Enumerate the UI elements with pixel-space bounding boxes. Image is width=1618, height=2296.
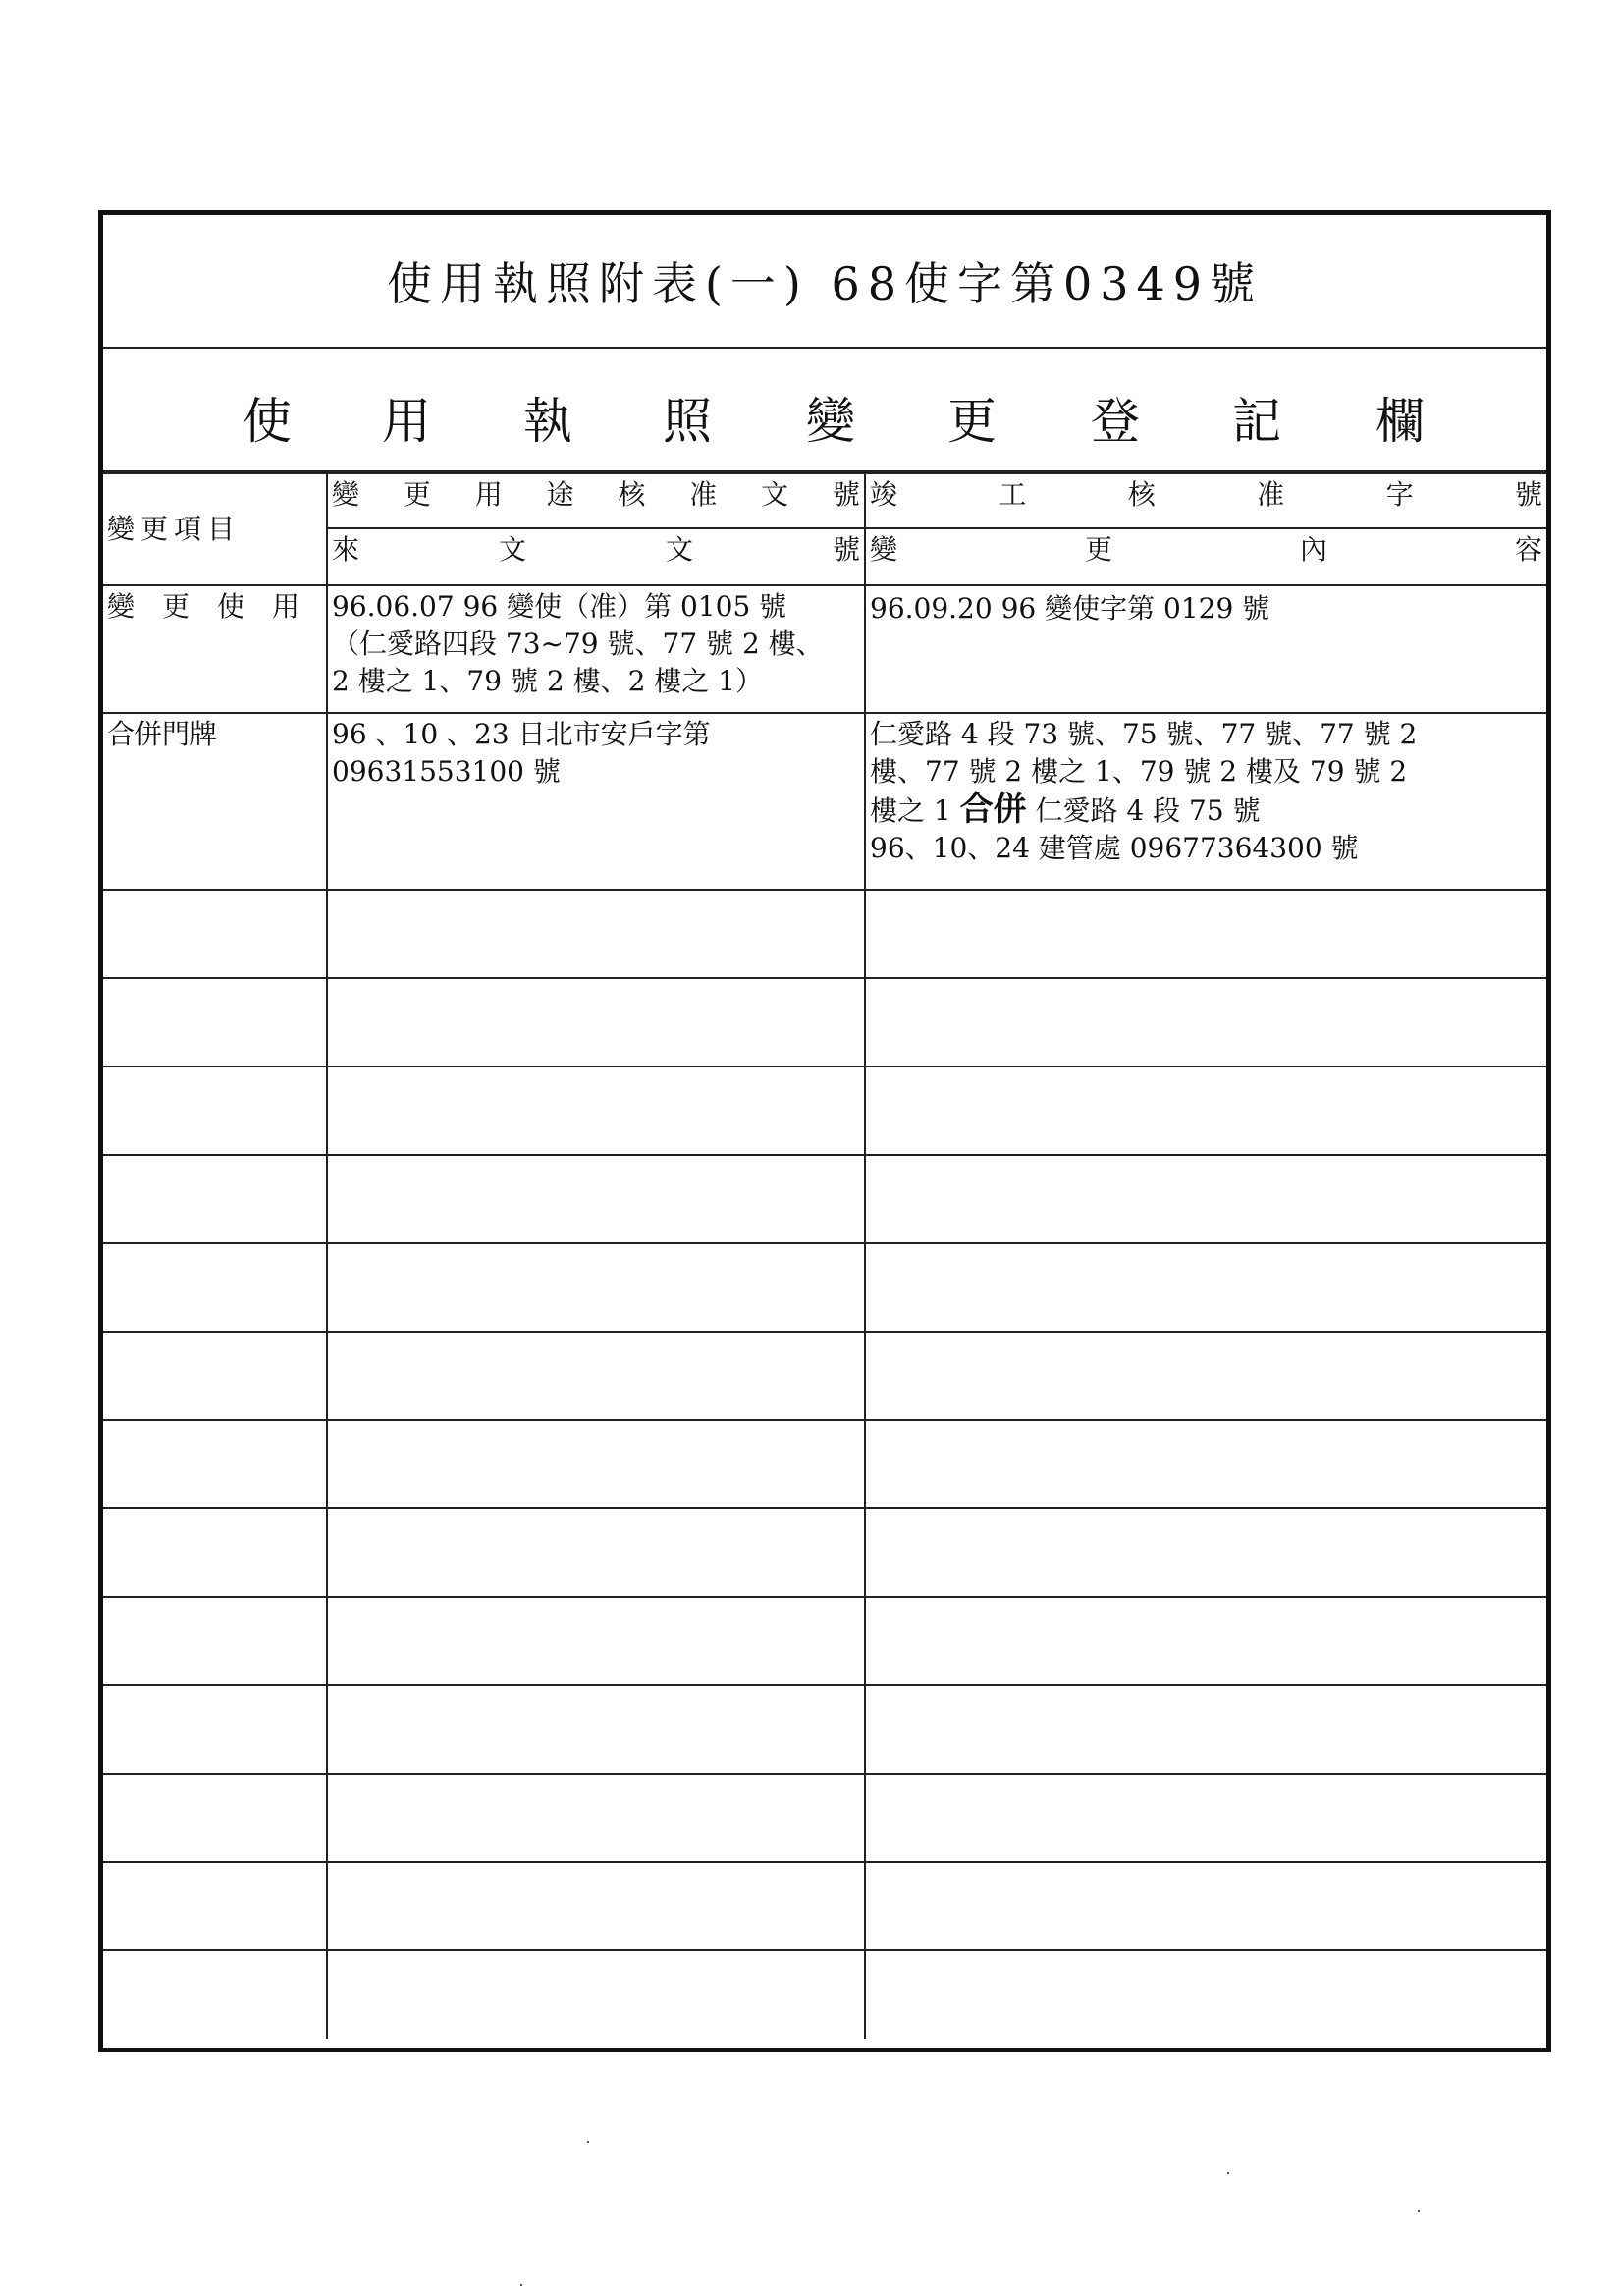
section-title-char: 變 [806, 393, 855, 450]
change-register-table [103, 472, 1546, 2039]
empty-row [103, 1597, 1546, 1685]
section-title-char: 更 [947, 393, 997, 450]
scan-speck [520, 2284, 522, 2286]
header-change-content: 變 更 內 容 [865, 528, 1546, 585]
scan-speck [587, 2141, 589, 2143]
row-content: 96.09.20 96 變使字第 0129 號 [865, 585, 1546, 713]
row-item: 變 更 使 用 [103, 585, 327, 713]
empty-row [103, 1508, 1546, 1597]
empty-row [103, 1420, 1546, 1508]
empty-row [103, 1332, 1546, 1420]
row-approval: 96.06.07 96 變使（准）第 0105 號 （仁愛路四段 73~79 號、77 號 2 樓、 2 樓之 1、79 號 2 樓、2 樓之 1） [327, 585, 865, 713]
header-completion-number: 竣 工 核 准 字 號 [865, 473, 1546, 528]
section-title-char: 欄 [1375, 393, 1425, 450]
empty-row [103, 890, 1546, 978]
section-title-char: 使 [243, 393, 292, 450]
table-row [103, 585, 1546, 713]
scan-speck [1227, 2172, 1229, 2174]
empty-row [103, 1243, 1546, 1332]
empty-row [103, 1950, 1546, 2039]
table-row [103, 713, 1546, 890]
section-title-char: 用 [382, 393, 431, 450]
empty-row [103, 1685, 1546, 1774]
empty-row [103, 1774, 1546, 1862]
row-content: 仁愛路 4 段 73 號、75 號、77 號、77 號 2 樓、77 號 2 樓之 1、79 號 2 樓及 79 號 2 樓之 1 合併 仁愛路 4 段 75 號 96、10、24 建管處 09677364300 號 [865, 713, 1546, 890]
header-approval-number: 變 更 用 途 核 准 文 號 [327, 473, 865, 528]
header-incoming-number: 來 文 文 號 [327, 528, 865, 585]
license-attachment-sheet [98, 210, 1551, 2052]
section-title [103, 349, 1546, 472]
document-title: 使用執照附表(一) 68使字第0349號 [103, 215, 1546, 349]
header-change-item: 變更項目 [103, 473, 327, 585]
section-title-char: 照 [663, 393, 712, 450]
empty-row [103, 1155, 1546, 1243]
empty-row [103, 1066, 1546, 1155]
row-approval: 96 、10 、23 日北市安戶字第 09631553100 號 [327, 713, 865, 890]
section-title-char: 登 [1091, 393, 1140, 450]
row-item: 合併門牌 [103, 713, 327, 890]
scan-speck [1418, 2210, 1420, 2212]
section-title-char: 記 [1232, 393, 1281, 450]
empty-row [103, 978, 1546, 1066]
section-title-char: 執 [523, 393, 572, 450]
empty-row [103, 1862, 1546, 1950]
